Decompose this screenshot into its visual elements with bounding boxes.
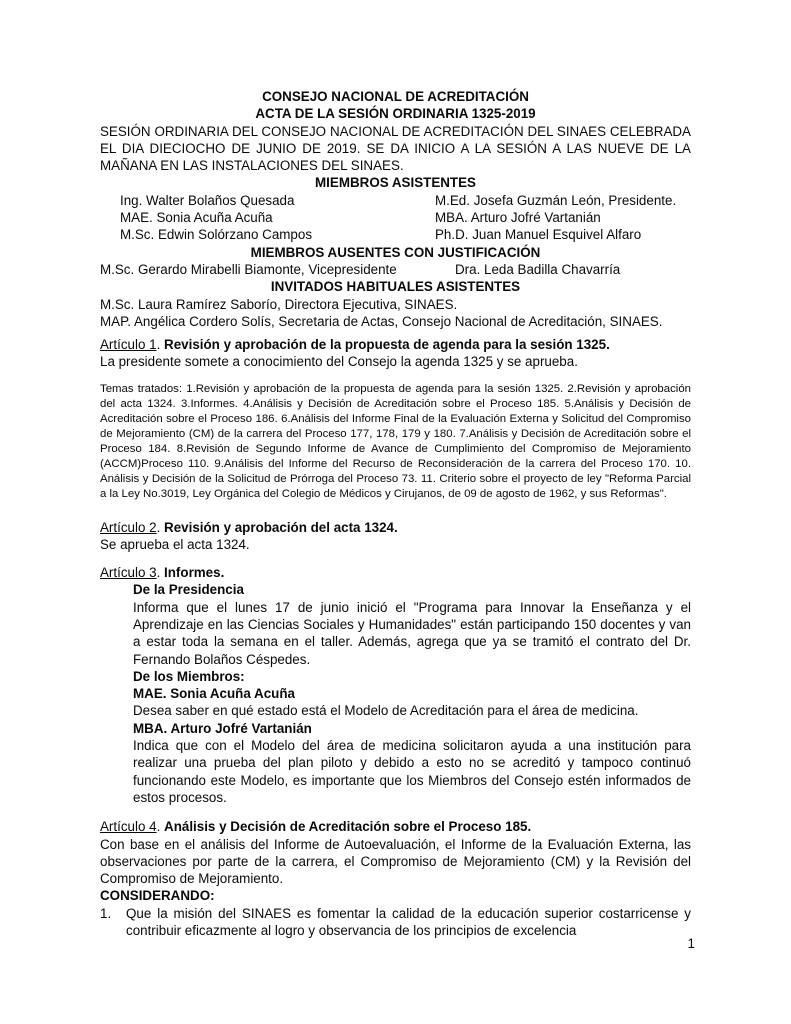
page-number: 1 — [687, 936, 695, 951]
acta-title: ACTA DE LA SESIÓN ORDINARIA 1325-2019 — [255, 106, 536, 122]
member-name: Ing. Walter Bolaños Quesada — [120, 192, 295, 208]
member-report-text: Desea saber en qué estado está el Modelo de Acreditación para el área de medicina. — [133, 703, 639, 719]
article-3-title: Informes. — [164, 565, 225, 581]
document-content — [100, 88, 691, 939]
member-name: Ph.D. Juan Manuel Esquivel Alfaro — [435, 227, 642, 243]
article-4-body: Con base en el análisis del Informe de Autoevaluación, el Informe de la Evaluación Externa, las observaciones por parte de la carrera, el Compromiso de Mejoramiento (CM) y la Revisión del Compromiso de Mejoramiento. — [100, 836, 691, 887]
member-name: Dra. Leda Badilla Chavarría — [455, 261, 621, 277]
article-1 — [100, 336, 691, 371]
table-row — [100, 226, 691, 243]
list-item — [100, 905, 691, 940]
member-name: MAE. Sonia Acuña Acuña — [120, 210, 273, 226]
members-subheading: De los Miembros: — [133, 668, 245, 684]
article-1-body: La presidente somete a conocimiento del Consejo la agenda 1325 y se aprueba. — [100, 354, 578, 370]
present-members-heading: MIEMBROS ASISTENTES — [315, 175, 476, 191]
article-separator: . — [156, 519, 165, 535]
presidency-report: Informa que el lunes 17 de junio inició el "Programa para Innovar la Enseñanza y el Aprendizaje en las Ciencias Sociales y Humanidades" están participando 150 docentes y van a estar toda la semana en el taller. Además, agrega que ya se tramitó el contrato del Dr. Fernando Bolaños Céspedes. — [133, 599, 691, 667]
considering-heading: CONSIDERANDO: — [100, 888, 215, 904]
topics-paragraph: Temas tratados: 1.Revisión y aprobación de la propuesta de agenda para la sesión 1325. 2.Revisión y aprobación del acta 1324. 3.Informes. 4.Análisis y Decisión de Acreditación sobre el Proceso 185. 5.Análisis y Decisión de Acreditación sobre el Proceso 186. 6.Análisis del Informe Final de la Evaluación Externa y Solicitud del Compromiso de Mejoramiento (CM) de la carrera del Proceso 177, 178, 179 y 180. 7.Análisis y Decisión de Acreditación sobre el Proceso 184. 8.Revisión de Segundo Informe de Avance de Cumplimiento del Compromiso de Mejoramiento (ACCM)Proceso 110. 9.Análisis del Informe del Recurso de Reconsideración de la carrera del Proceso 170. 10. Análisis y Decisión de la Solicitud de Prórroga del Proceso 73. 11. Criterio sobre el proyecto de ley "Reforma Parcial a la Ley No.3019, Ley Orgánica del Colegio de Médicos y Cirujanos, de 09 de agosto de 1962, y sus Reformas". — [100, 382, 691, 501]
list-item-text: Que la misión del SINAES es fomentar la calidad de la educación superior costarricense y contribuir eficazmente al logro y observancia de los principios de excelencia — [126, 905, 691, 939]
article-3-content — [133, 581, 691, 806]
guest-name: M.Sc. Laura Ramírez Saborío, Directora Ejecutiva, SINAES. — [100, 296, 458, 312]
article-separator: . — [156, 819, 165, 835]
article-4-label: Artículo 4 — [100, 819, 157, 835]
article-separator: . — [156, 337, 165, 353]
absent-members-heading: MIEMBROS AUSENTES CON JUSTIFICACIÓN — [250, 244, 541, 260]
member-report-name: MBA. Arturo Jofré Vartanián — [133, 720, 312, 736]
article-4 — [100, 818, 691, 939]
article-3-heading — [100, 564, 691, 581]
article-1-label: Artículo 1 — [100, 337, 157, 353]
article-2-label: Artículo 2 — [100, 519, 157, 535]
member-name: M.Sc. Gerardo Mirabelli Biamonte, Vicepresidente — [100, 261, 397, 277]
article-3 — [100, 564, 691, 806]
list-item-number: 1. — [100, 905, 112, 921]
table-row — [100, 261, 691, 278]
member-report-name: MAE. Sonia Acuña Acuña — [133, 686, 295, 702]
article-1-title: Revisión y aprobación de la propuesta de agenda para la sesión 1325. — [164, 337, 610, 353]
member-name: M.Ed. Josefa Guzmán León, Presidente. — [435, 192, 677, 208]
article-2-heading — [100, 519, 691, 536]
member-report-text: Indica que con el Modelo del área de medicina solicitaron ayuda a una institución para realizar una prueba del plan piloto y debido a esto no se acreditó y tampoco continuó funcionando este Modelo, es importante que los Miembros del Consejo estén informados de estos procesos. — [133, 738, 691, 805]
table-row — [100, 209, 691, 226]
article-2-body: Se aprueba el acta 1324. — [100, 536, 250, 552]
member-name: MBA. Arturo Jofré Vartanián — [435, 210, 601, 226]
member-name: M.Sc. Edwin Solórzano Campos — [120, 227, 313, 243]
session-intro-paragraph: SESIÓN ORDINARIA DEL CONSEJO NACIONAL DE ACREDITACIÓN DEL SINAES CELEBRADA EL DIA DIECIOCHO DE JUNIO DE 2019. SE DA INICIO A LA SESIÓN A LAS NUEVE DE LA MAÑANA EN LAS INSTALACIONES DEL SINAES. — [100, 123, 691, 174]
article-4-title: Análisis y Decisión de Acreditación sobre el Proceso 185. — [164, 819, 532, 835]
article-4-heading — [100, 818, 691, 835]
presidency-subheading: De la Presidencia — [133, 582, 244, 598]
article-2 — [100, 519, 691, 554]
article-1-heading — [100, 336, 691, 353]
table-row — [100, 192, 691, 209]
guest-name: MAP. Angélica Cordero Solís, Secretaria de Actas, Consejo Nacional de Acreditación, SINAES. — [100, 313, 663, 329]
article-3-label: Artículo 3 — [100, 565, 157, 581]
org-title: CONSEJO NACIONAL DE ACREDITACIÓN — [262, 89, 529, 104]
guests-heading: INVITADOS HABITUALES ASISTENTES — [270, 279, 521, 295]
article-2-title: Revisión y aprobación del acta 1324. — [164, 519, 398, 535]
article-separator: . — [156, 565, 165, 581]
